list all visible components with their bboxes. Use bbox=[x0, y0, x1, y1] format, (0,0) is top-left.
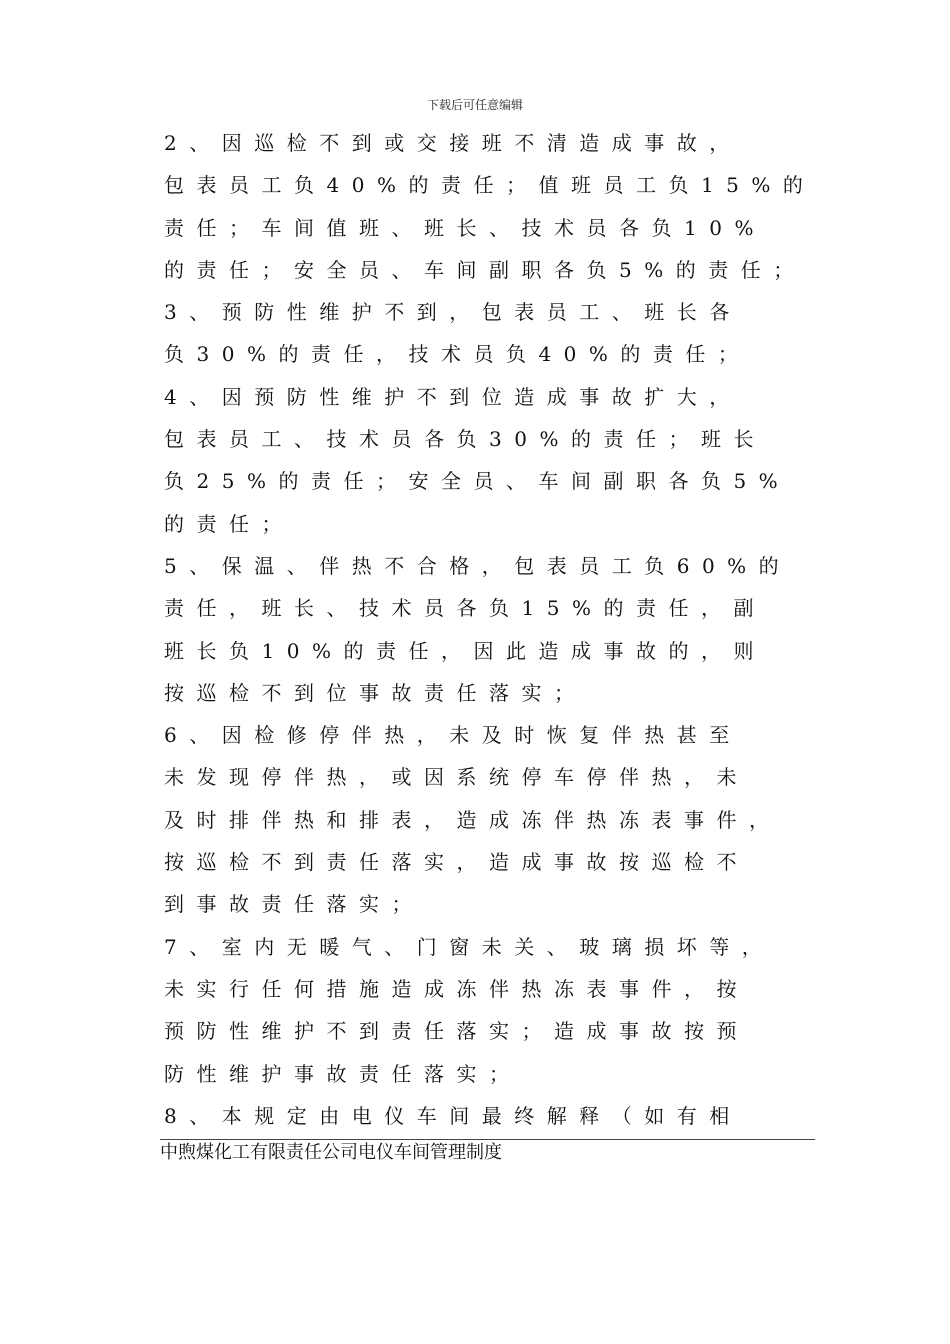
text-line: 及时排伴热和排表，造成冻伴热冻表事件， bbox=[164, 807, 782, 832]
text-line: 4、因预防性维护不到位造成事故扩大， bbox=[164, 384, 742, 409]
text-line: 按巡检不到责任落实，造成事故按巡检不 bbox=[164, 850, 749, 875]
footer-divider bbox=[160, 1139, 815, 1140]
text-line: 到事故责任落实； bbox=[164, 892, 424, 917]
text-line: 责任，班长、技术员各负15%的责任，副 bbox=[164, 596, 766, 621]
text-line: 的责任； bbox=[164, 511, 294, 536]
header-note: 下载后可任意编辑 bbox=[426, 98, 523, 112]
text-line: 2、因巡检不到或交接班不清造成事故， bbox=[164, 131, 742, 155]
text-line: 未实行任何措施造成冻伴热冻表事件，按 bbox=[164, 976, 749, 1001]
text-line: 按巡检不到位事故责任落实； bbox=[164, 680, 587, 705]
body-text bbox=[164, 122, 834, 1137]
text-line: 5、保温、伴热不合格，包表员工负60%的 bbox=[164, 553, 792, 578]
text-line: 未发现停伴热，或因系统停车停伴热，未 bbox=[164, 765, 749, 790]
text-line: 7、室内无暖气、门窗未关、玻璃损坏等， bbox=[164, 934, 775, 959]
text-line: 包表员工负40%的责任；值班员工负15%的 bbox=[164, 173, 816, 198]
text-line: 预防性维护不到责任落实；造成事故按预 bbox=[164, 1019, 749, 1044]
text-line: 6、因检修停伴热，未及时恢复伴热甚至 bbox=[164, 723, 742, 748]
text-line: 负30%的责任，技术员负40%的责任； bbox=[164, 342, 751, 367]
text-line: 3、预防性维护不到，包表员工、班长各 bbox=[164, 300, 742, 325]
text-line: 8、本规定由电仪车间最终解释（如有相 bbox=[164, 1103, 742, 1128]
text-line: 包表员工、技术员各负30%的责任；班长 bbox=[164, 427, 766, 452]
text-line: 防性维护事故责任落实； bbox=[164, 1061, 522, 1086]
text-line: 的责任；安全员、车间副职各负5%的责任； bbox=[164, 257, 806, 282]
footer-title: 中煦煤化工有限责任公司电仪车间管理制度 bbox=[160, 1142, 502, 1163]
text-line: 责任；车间值班、班长、技术员各负10% bbox=[164, 215, 766, 240]
text-line: 负25%的责任；安全员、车间副职各负5% bbox=[164, 469, 791, 494]
text-line: 班长负10%的责任，因此造成事故的，则 bbox=[164, 638, 766, 663]
